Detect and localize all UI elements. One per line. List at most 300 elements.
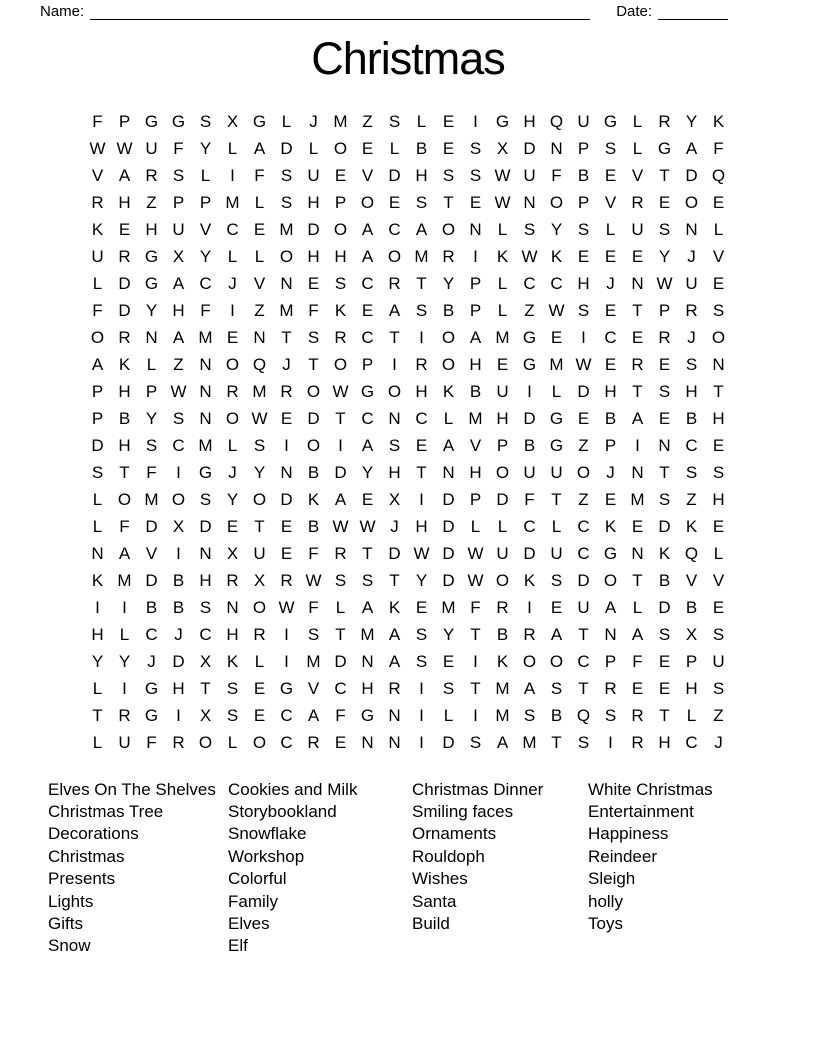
grid-letter: I <box>338 436 343 455</box>
grid-letter: S <box>334 571 347 590</box>
grid-letter: S <box>361 571 374 590</box>
grid-letter: T <box>551 490 562 509</box>
grid-letter: A <box>118 544 131 563</box>
grid-letter: E <box>469 193 482 212</box>
grid-letter: C <box>550 274 563 293</box>
grid-letter: V <box>91 166 104 185</box>
grid-letter: N <box>145 328 158 347</box>
grid-letter: Q <box>576 706 591 725</box>
grid-letter: O <box>279 247 294 266</box>
grid-letter: L <box>254 652 265 671</box>
grid-letter: Y <box>145 409 158 428</box>
grid-letter: F <box>632 652 643 671</box>
grid-letter: O <box>306 382 321 401</box>
grid-letter: W <box>170 382 187 401</box>
grid-letter: R <box>145 166 158 185</box>
grid-letter: F <box>308 544 319 563</box>
grid-letter: T <box>362 544 373 563</box>
grid-letter: E <box>658 409 671 428</box>
grid-letter: B <box>496 625 509 644</box>
grid-letter: R <box>388 679 401 698</box>
grid-letter: E <box>604 247 617 266</box>
grid-letter: C <box>199 625 212 644</box>
grid-letter: H <box>118 382 131 401</box>
grid-letter: U <box>550 544 563 563</box>
grid-letter: L <box>497 517 508 536</box>
grid-letter: W <box>89 139 106 158</box>
grid-letter: Y <box>361 463 374 482</box>
grid-letter: T <box>659 166 670 185</box>
grid-letter: S <box>415 625 428 644</box>
grid-letter: H <box>388 463 401 482</box>
grid-letter: C <box>172 436 185 455</box>
grid-letter: I <box>473 652 478 671</box>
grid-letter: F <box>335 706 346 725</box>
grid-letter: O <box>495 463 510 482</box>
grid-letter: W <box>332 517 349 536</box>
grid-letter: N <box>631 274 644 293</box>
grid-letter: V <box>685 571 698 590</box>
grid-letter: E <box>253 220 266 239</box>
grid-letter: J <box>606 274 615 293</box>
grid-letter: A <box>253 139 266 158</box>
grid-letter: D <box>91 436 104 455</box>
word-list-item: Elves <box>228 913 270 933</box>
grid-letter: A <box>604 598 617 617</box>
grid-letter: B <box>118 409 131 428</box>
grid-letter: D <box>442 544 455 563</box>
grid-letter: G <box>144 247 159 266</box>
grid-letter: T <box>470 679 481 698</box>
grid-letter: G <box>144 274 159 293</box>
grid-letter: P <box>469 301 482 320</box>
grid-letter: H <box>172 301 185 320</box>
grid-letter: F <box>200 301 211 320</box>
grid-letter: F <box>146 733 157 752</box>
grid-letter: B <box>172 571 185 590</box>
grid-letter: E <box>361 139 374 158</box>
grid-letter: S <box>253 436 266 455</box>
grid-letter: D <box>172 652 185 671</box>
grid-letter: G <box>252 112 267 131</box>
word-list <box>48 779 816 958</box>
grid-letter: D <box>145 517 158 536</box>
grid-letter: N <box>631 463 644 482</box>
worksheet-header <box>40 4 776 20</box>
grid-letter: O <box>252 490 267 509</box>
grid-letter: L <box>227 139 238 158</box>
grid-letter: G <box>360 382 375 401</box>
grid-letter: S <box>415 301 428 320</box>
grid-letter: N <box>361 652 374 671</box>
grid-letter: F <box>119 517 130 536</box>
grid-letter: A <box>91 355 104 374</box>
grid-letter: K <box>91 220 104 239</box>
word-list-column <box>228 779 412 958</box>
grid-letter: Y <box>91 652 104 671</box>
grid-letter: P <box>577 193 590 212</box>
grid-letter: P <box>118 112 131 131</box>
grid-letter: S <box>577 301 590 320</box>
grid-letter: O <box>441 355 456 374</box>
grid-letter: N <box>469 220 482 239</box>
grid-letter: A <box>172 274 185 293</box>
word-list-item: Toys <box>588 913 623 933</box>
word-list-item: Elves On The Shelves <box>48 779 216 799</box>
grid-letter: H <box>712 490 725 509</box>
grid-letter: D <box>334 463 347 482</box>
grid-letter: C <box>361 274 374 293</box>
grid-letter: L <box>146 355 157 374</box>
grid-letter: A <box>361 436 374 455</box>
grid-letter: S <box>604 706 617 725</box>
grid-letter: I <box>608 733 613 752</box>
grid-letter: E <box>253 706 266 725</box>
grid-letter: E <box>415 436 428 455</box>
grid-letter: D <box>388 166 401 185</box>
grid-letter: O <box>90 328 105 347</box>
grid-letter: Y <box>415 571 428 590</box>
grid-letter: R <box>307 733 320 752</box>
grid-letter: N <box>442 463 455 482</box>
grid-letter: I <box>419 706 424 725</box>
grid-letter: A <box>388 652 401 671</box>
grid-letter: L <box>686 706 697 725</box>
grid-letter: F <box>308 598 319 617</box>
grid-letter: D <box>577 382 590 401</box>
grid-letter: G <box>522 355 537 374</box>
grid-letter: X <box>199 706 212 725</box>
grid-letter: S <box>712 679 725 698</box>
grid-letter: H <box>307 193 320 212</box>
grid-letter: M <box>279 301 294 320</box>
grid-letter: D <box>118 301 131 320</box>
grid-letter: F <box>173 139 184 158</box>
grid-letter: W <box>116 139 133 158</box>
grid-letter: U <box>91 247 104 266</box>
grid-letter: U <box>523 463 536 482</box>
grid-letter: X <box>172 247 185 266</box>
grid-letter: S <box>712 463 725 482</box>
grid-letter: T <box>389 328 400 347</box>
grid-letter: H <box>496 409 509 428</box>
word-list-item: Family <box>228 891 279 911</box>
grid-letter: G <box>603 544 618 563</box>
grid-letter: E <box>631 679 644 698</box>
grid-letter: Z <box>524 301 535 320</box>
grid-letter: T <box>632 382 643 401</box>
grid-letter: H <box>604 382 617 401</box>
grid-letter: A <box>361 598 374 617</box>
grid-letter: L <box>551 382 562 401</box>
word-list-column <box>588 779 713 958</box>
grid-letter: C <box>577 652 590 671</box>
grid-letter: R <box>280 382 293 401</box>
grid-letter: M <box>360 625 375 644</box>
grid-letter: J <box>282 355 291 374</box>
grid-letter: B <box>415 139 428 158</box>
grid-letter: T <box>632 571 643 590</box>
grid-letter: S <box>523 706 536 725</box>
grid-letter: T <box>335 625 346 644</box>
grid-letter: J <box>147 652 156 671</box>
grid-letter: N <box>388 409 401 428</box>
grid-letter: C <box>280 706 293 725</box>
grid-letter: O <box>603 571 618 590</box>
grid-letter: K <box>118 355 131 374</box>
grid-letter: R <box>172 733 185 752</box>
grid-letter: R <box>442 247 455 266</box>
grid-letter: E <box>334 166 347 185</box>
grid-letter: S <box>172 409 185 428</box>
grid-letter: E <box>280 544 293 563</box>
grid-letter: E <box>604 355 617 374</box>
word-list-item: Reindeer <box>588 846 657 866</box>
grid-letter: B <box>685 598 698 617</box>
grid-letter: Z <box>173 355 184 374</box>
grid-letter: C <box>334 679 347 698</box>
grid-letter: E <box>361 301 374 320</box>
grid-letter: E <box>334 733 347 752</box>
grid-letter: D <box>442 571 455 590</box>
grid-letter: E <box>712 436 725 455</box>
grid-letter: T <box>92 706 103 725</box>
grid-letter: N <box>280 463 293 482</box>
grid-letter: W <box>575 355 592 374</box>
grid-letter: B <box>469 382 482 401</box>
grid-letter: I <box>122 679 127 698</box>
grid-letter: O <box>306 436 321 455</box>
grid-letter: R <box>631 706 644 725</box>
grid-letter: L <box>443 706 454 725</box>
word-list-item: Entertainment <box>588 801 694 821</box>
grid-letter: L <box>254 247 265 266</box>
word-list-item: Christmas Dinner <box>412 779 544 799</box>
grid-letter: H <box>361 679 374 698</box>
grid-letter: M <box>441 598 456 617</box>
grid-letter: D <box>145 571 158 590</box>
grid-letter: O <box>198 733 213 752</box>
grid-letter: F <box>524 490 535 509</box>
grid-letter: S <box>145 436 158 455</box>
grid-letter: K <box>712 112 725 131</box>
name-blank-line <box>90 6 590 20</box>
grid-letter: V <box>469 436 482 455</box>
grid-letter: S <box>388 112 401 131</box>
grid-letter: D <box>442 733 455 752</box>
grid-letter: J <box>714 733 723 752</box>
grid-letter: E <box>415 598 428 617</box>
grid-letter: U <box>577 112 590 131</box>
grid-letter: E <box>712 274 725 293</box>
grid-letter: I <box>230 301 235 320</box>
grid-letter: M <box>225 193 240 212</box>
grid-letter: L <box>605 220 616 239</box>
grid-letter: U <box>712 652 725 671</box>
grid-letter: D <box>280 490 293 509</box>
grid-letter: K <box>226 652 239 671</box>
grid-letter: O <box>252 733 267 752</box>
grid-letter: R <box>226 382 239 401</box>
grid-letter: R <box>253 625 266 644</box>
grid-letter: L <box>713 544 724 563</box>
word-list-column <box>412 779 588 958</box>
grid-letter: C <box>388 220 401 239</box>
grid-letter: D <box>388 544 401 563</box>
grid-letter: T <box>659 706 670 725</box>
grid-letter: U <box>307 166 320 185</box>
grid-letter: Y <box>253 463 266 482</box>
grid-letter: R <box>226 571 239 590</box>
grid-letter: H <box>118 193 131 212</box>
grid-letter: N <box>199 544 212 563</box>
grid-letter: U <box>685 274 698 293</box>
grid-letter: R <box>631 733 644 752</box>
grid-letter: D <box>442 490 455 509</box>
word-list-item: Christmas <box>48 846 125 866</box>
grid-letter: I <box>419 733 424 752</box>
grid-letter: O <box>522 652 537 671</box>
grid-letter: Y <box>118 652 131 671</box>
grid-letter: N <box>226 598 239 617</box>
grid-letter: R <box>496 598 509 617</box>
grid-letter: H <box>685 382 698 401</box>
grid-letter: I <box>176 463 181 482</box>
grid-letter: L <box>92 733 103 752</box>
grid-letter: I <box>581 328 586 347</box>
grid-letter: K <box>307 490 320 509</box>
grid-letter: E <box>118 220 131 239</box>
grid-letter: S <box>604 139 617 158</box>
grid-letter: K <box>685 517 698 536</box>
grid-letter: R <box>91 193 104 212</box>
grid-letter: E <box>226 517 239 536</box>
grid-letter: O <box>117 490 132 509</box>
grid-letter: T <box>281 328 292 347</box>
grid-letter: I <box>527 382 532 401</box>
grid-letter: R <box>415 355 428 374</box>
grid-letter: I <box>392 355 397 374</box>
grid-letter: L <box>92 274 103 293</box>
grid-letter: V <box>307 679 320 698</box>
grid-letter: E <box>658 679 671 698</box>
grid-letter: P <box>469 274 482 293</box>
grid-letter: I <box>230 166 235 185</box>
grid-letter: F <box>551 166 562 185</box>
grid-letter: D <box>307 220 320 239</box>
grid-letter: C <box>361 328 374 347</box>
grid-letter: Y <box>550 220 563 239</box>
grid-letter: W <box>494 166 511 185</box>
grid-letter: L <box>92 490 103 509</box>
grid-letter: L <box>497 274 508 293</box>
grid-letter: W <box>251 409 268 428</box>
grid-letter: W <box>413 544 430 563</box>
grid-letter: E <box>604 490 617 509</box>
grid-letter: T <box>551 733 562 752</box>
grid-letter: G <box>495 112 510 131</box>
grid-letter: S <box>442 166 455 185</box>
grid-letter: C <box>577 517 590 536</box>
grid-letter: M <box>144 490 159 509</box>
grid-letter: E <box>658 652 671 671</box>
grid-letter: C <box>577 544 590 563</box>
grid-letter: D <box>199 517 212 536</box>
grid-letter: A <box>361 247 374 266</box>
grid-letter: L <box>632 598 643 617</box>
grid-letter: T <box>416 274 427 293</box>
grid-letter: P <box>604 436 617 455</box>
grid-letter: B <box>550 706 563 725</box>
grid-letter: E <box>604 301 617 320</box>
grid-letter: R <box>604 679 617 698</box>
grid-letter: A <box>496 733 509 752</box>
grid-letter: L <box>389 139 400 158</box>
name-label: Name: <box>40 3 85 20</box>
grid-letter: B <box>307 463 320 482</box>
grid-letter: N <box>523 193 536 212</box>
grid-letter: J <box>687 328 696 347</box>
grid-letter: C <box>226 220 239 239</box>
grid-letter: I <box>473 112 478 131</box>
grid-letter: X <box>685 625 698 644</box>
grid-letter: O <box>576 463 591 482</box>
grid-letter: P <box>496 436 509 455</box>
grid-letter: R <box>685 301 698 320</box>
grid-letter: P <box>91 382 104 401</box>
grid-letter: N <box>253 328 266 347</box>
grid-letter: S <box>469 166 482 185</box>
grid-letter: N <box>388 733 401 752</box>
grid-letter: S <box>577 220 590 239</box>
grid-letter: W <box>278 598 295 617</box>
grid-letter: U <box>118 733 131 752</box>
grid-letter: W <box>305 571 322 590</box>
grid-letter: V <box>631 166 644 185</box>
grid-letter: K <box>91 571 104 590</box>
grid-letter: H <box>307 247 320 266</box>
grid-letter: N <box>199 382 212 401</box>
grid-letter: H <box>658 733 671 752</box>
grid-letter: G <box>198 463 213 482</box>
grid-letter: L <box>497 301 508 320</box>
grid-letter: R <box>118 247 131 266</box>
grid-letter: T <box>578 679 589 698</box>
grid-letter: Y <box>442 274 455 293</box>
grid-letter: W <box>521 247 538 266</box>
grid-letter: S <box>226 706 239 725</box>
grid-letter: K <box>388 598 401 617</box>
grid-letter: L <box>551 517 562 536</box>
grid-letter: O <box>171 490 186 509</box>
grid-letter: N <box>280 274 293 293</box>
grid-letter: I <box>95 598 100 617</box>
grid-letter: J <box>606 463 615 482</box>
grid-letter: T <box>659 463 670 482</box>
grid-letter: Z <box>254 301 265 320</box>
grid-letter: Y <box>226 490 239 509</box>
grid-letter: A <box>415 220 428 239</box>
grid-letter: H <box>118 436 131 455</box>
grid-letter: I <box>473 706 478 725</box>
grid-letter: L <box>92 679 103 698</box>
grid-letter: N <box>550 139 563 158</box>
word-list-item: Build <box>412 913 450 933</box>
grid-letter: E <box>550 328 563 347</box>
grid-letter: W <box>656 274 673 293</box>
grid-letter: N <box>199 409 212 428</box>
grid-letter: M <box>495 706 510 725</box>
